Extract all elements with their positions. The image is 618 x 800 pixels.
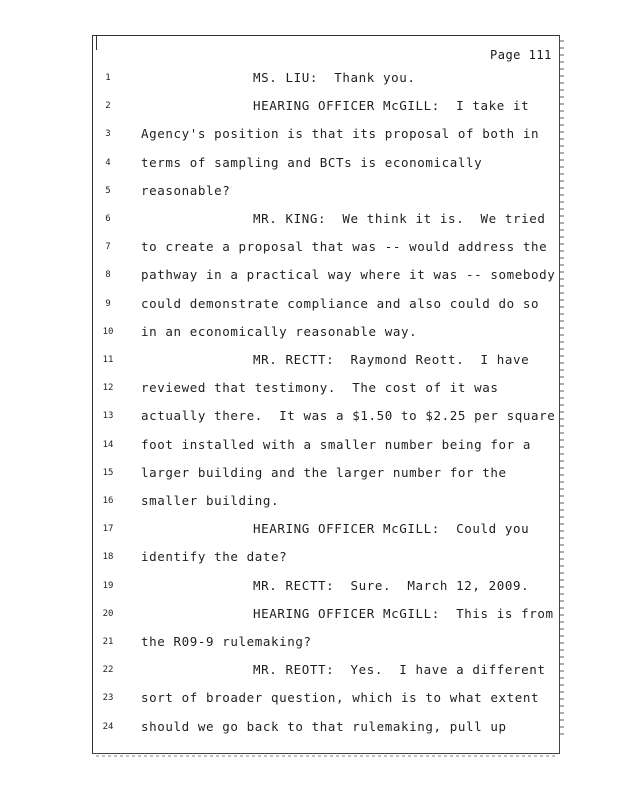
page-border-bottom	[92, 753, 560, 754]
transcript-line-text: MR. KING: We think it is. We tried	[253, 211, 546, 226]
transcript-line-text: could demonstrate compliance and also could do so	[141, 295, 540, 311]
line-number: 13	[102, 411, 114, 422]
line-number: 1	[105, 73, 111, 83]
transcript-line-text: MR. RECTT: Raymond Reott. I have	[253, 352, 530, 367]
transcript-line-text: smaller building.	[141, 493, 280, 508]
transcript-line-text: HEARING OFFICER McGILL: This is from	[253, 605, 554, 621]
line-number: 14	[102, 439, 114, 450]
transcript-line-text: to create a proposal that was -- would address the	[141, 239, 548, 255]
transcript-line-text: MS. LIU: Thank you.	[253, 70, 416, 85]
scan-bottom-artifact	[96, 755, 558, 757]
transcript-line-text: pathway in a practical way where it was -- somebody	[141, 267, 556, 283]
line-number: 15	[102, 467, 114, 478]
page-border-top	[92, 35, 560, 36]
page-number-label: Page 111	[490, 48, 552, 62]
line-number: 20	[102, 608, 114, 619]
scan-edge-artifact	[560, 40, 564, 740]
page-border-left	[92, 35, 93, 753]
line-number: 7	[105, 242, 111, 253]
transcript-line-text: terms of sampling and BCTs is economically	[141, 154, 483, 170]
line-number: 11	[102, 355, 114, 365]
transcript-line-text: HEARING OFFICER McGILL: Could you	[253, 521, 530, 537]
transcript-line-text: MR. RECTT: Sure. March 12, 2009.	[253, 577, 530, 593]
corner-mark	[96, 36, 97, 50]
transcript-line-text: in an economically reasonable way.	[141, 323, 418, 339]
line-number: 21	[102, 637, 114, 647]
line-number: 12	[102, 383, 114, 394]
transcript-line-text: MR. REOTT: Yes. I have a different	[253, 662, 546, 678]
transcript-line-text: larger building and the larger number for the	[141, 464, 507, 480]
transcript-line-text: should we go back to that rulemaking, pull up	[141, 718, 507, 734]
transcript-line-text: the R09-9 rulemaking?	[141, 634, 312, 649]
transcript-line-text: reviewed that testimony. The cost of it was	[141, 380, 499, 396]
line-number: 18	[102, 552, 114, 563]
line-number: 4	[105, 157, 111, 168]
transcript-line-text: identify the date?	[141, 549, 288, 565]
transcript-line-text: Agency's position is that its proposal of both in	[141, 126, 540, 142]
line-number: 3	[105, 129, 111, 140]
line-number: 24	[102, 721, 114, 732]
transcript-line-text: sort of broader question, which is to what extent	[141, 690, 540, 706]
line-number: 5	[105, 185, 111, 196]
transcript-line-text: reasonable?	[141, 182, 231, 198]
transcript-line-text: HEARING OFFICER McGILL: I take it	[253, 98, 530, 114]
line-number: 9	[105, 298, 111, 309]
line-number: 6	[105, 214, 111, 224]
line-number: 2	[105, 101, 111, 112]
line-number: 23	[102, 693, 114, 704]
transcript-line-text: foot installed with a smaller number being for a	[141, 436, 532, 452]
line-number: 16	[102, 496, 114, 506]
line-number: 19	[102, 580, 114, 591]
transcript-line-text: actually there. It was a $1.50 to $2.25 per square	[141, 408, 556, 424]
line-number: 8	[105, 270, 111, 281]
line-number: 22	[102, 665, 114, 676]
line-number: 17	[102, 524, 114, 535]
line-number: 10	[102, 326, 114, 337]
